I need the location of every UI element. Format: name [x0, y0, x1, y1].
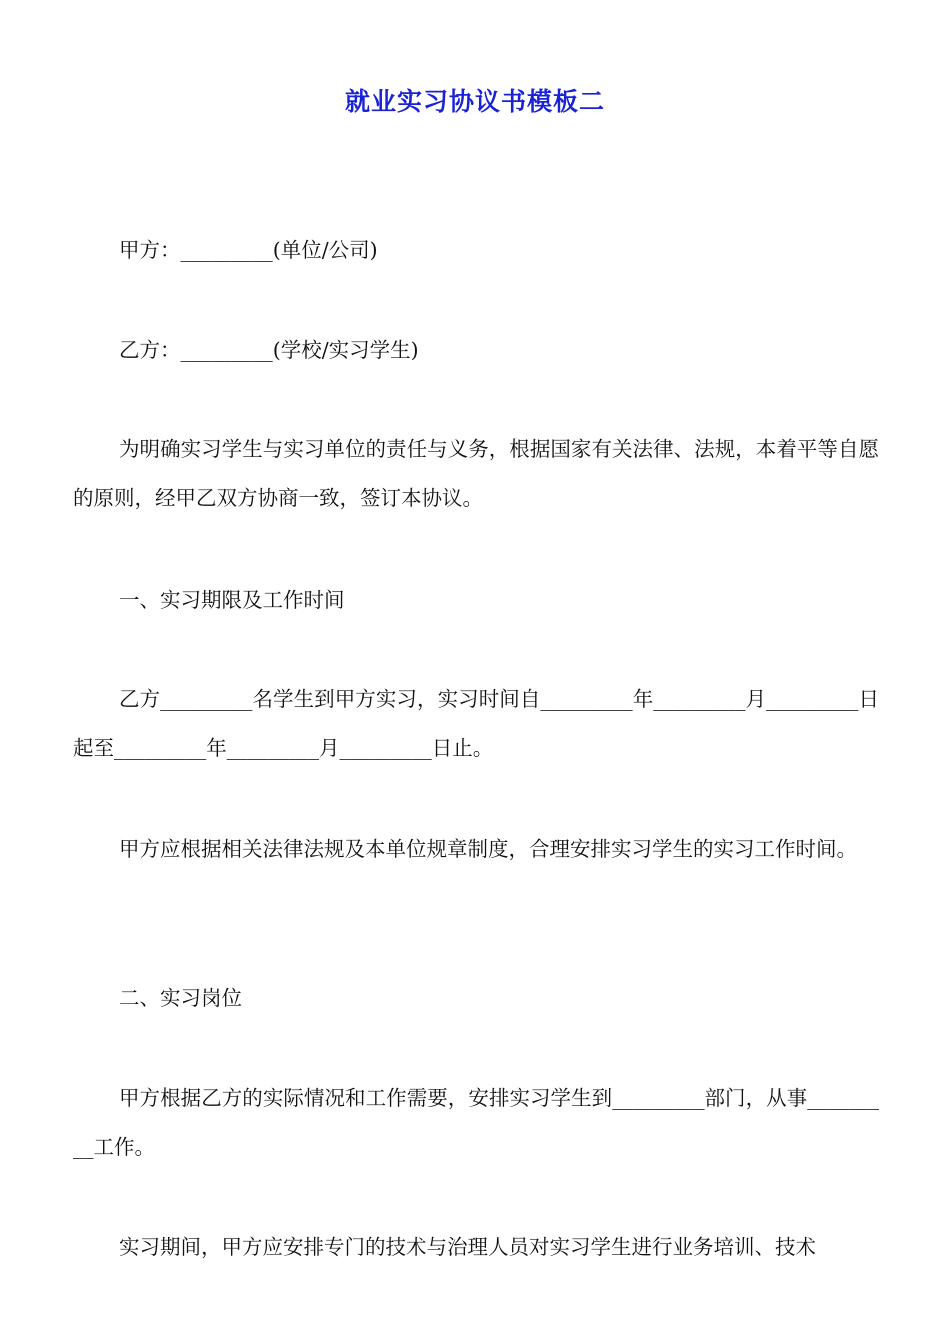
section2-position-paragraph: 甲方根据乙方的实际情况和工作需要，安排实习学生到_________部门，从事_________工作。	[73, 1086, 879, 1159]
intro-paragraph: 为明确实习学生与实习单位的责任与义务，根据国家有关法律、法规，本着平等自愿的原则，经甲乙双方协商一致，签订本协议。	[73, 437, 879, 510]
party-a-line: 甲方：_________(单位/公司)	[119, 238, 378, 262]
section1-hours-paragraph: 甲方应根据相关法律法规及本单位规章制度，合理安排实习学生的实习工作时间。	[119, 837, 857, 861]
section1-term-paragraph: 乙方_________名学生到甲方实习，实习时间自_________年_________月_________日起至_________年_________月_________日止。	[73, 687, 879, 760]
section1-heading: 一、实习期限及工作时间	[119, 588, 345, 612]
section2-training-paragraph: 实习期间，甲方应安排专门的技术与治理人员对实习学生进行业务培训、技术	[119, 1235, 816, 1259]
party-b-line: 乙方：_________(学校/实习学生)	[119, 338, 419, 362]
section2-heading: 二、实习岗位	[119, 986, 242, 1010]
document-title: 就业实习协议书模板二	[344, 87, 605, 116]
